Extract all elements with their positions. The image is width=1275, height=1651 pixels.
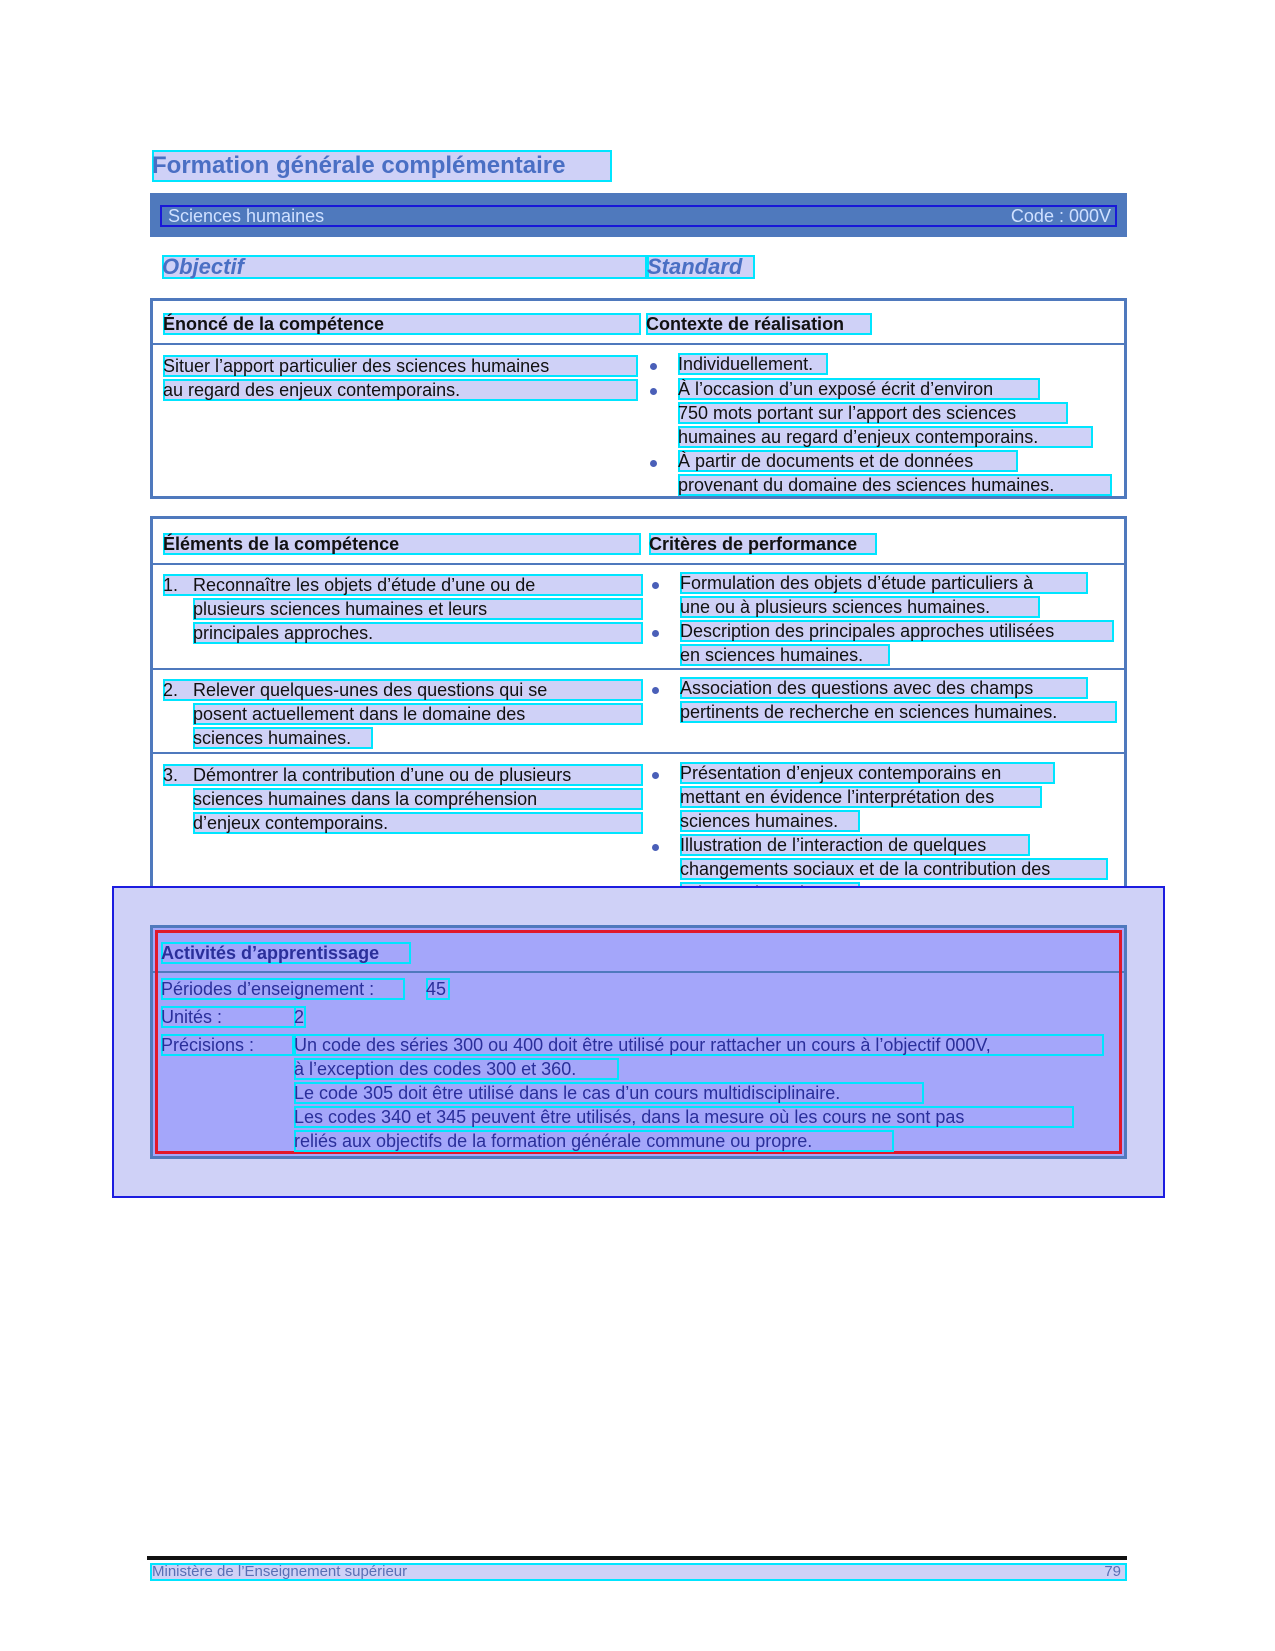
element-line: plusieurs sciences humaines et leurs: [193, 598, 643, 620]
row-number: 1.: [163, 575, 179, 595]
element-line: posent actuellement dans le domaine des: [193, 703, 643, 725]
element-line: sciences humaines dans la compréhension: [193, 788, 643, 810]
table-row: [163, 679, 643, 701]
table-row: [163, 574, 643, 596]
critere-line: pertinents de recherche en sciences humaines.: [680, 701, 1117, 723]
precisions-line: reliés aux objectifs de la formation générale commune ou propre.: [294, 1130, 894, 1152]
enonce-header: Énoncé de la compétence: [163, 313, 641, 335]
table-divider: [153, 752, 1124, 754]
precisions-label: Précisions :: [161, 1034, 294, 1056]
bullet-icon: [650, 460, 657, 467]
course-discipline: Sciences humaines: [168, 206, 325, 226]
page-title: Formation générale complémentaire: [152, 150, 612, 182]
bullet-icon: [652, 844, 659, 851]
course-code: Code : 000V: [1010, 206, 1111, 226]
critere-line: Description des principales approches utilisées: [680, 620, 1114, 642]
contexte-line: À partir de documents et de données: [678, 450, 1018, 472]
table-divider: [153, 563, 1124, 565]
bullet-icon: [650, 363, 657, 370]
element-line: sciences humaines.: [193, 727, 373, 749]
element-line: principales approches.: [193, 622, 643, 644]
page-number: 79: [1104, 1563, 1121, 1580]
critere-line: changements sociaux et de la contribution des: [680, 858, 1108, 880]
contexte-line: Individuellement.: [678, 353, 828, 375]
critere-line: en sciences humaines.: [680, 644, 890, 666]
unites-value: 2: [294, 1007, 305, 1027]
element-line: Démontrer la contribution d’une ou de plusieurs: [193, 765, 572, 785]
activities-heading: Activités d’apprentissage: [161, 942, 411, 964]
bullet-icon: [652, 687, 659, 694]
precisions-line: Un code des séries 300 ou 400 doit être utilisé pour rattacher un cours à l’objectif 000V,: [294, 1034, 1104, 1056]
critere-line: une ou à plusieurs sciences humaines.: [680, 596, 1040, 618]
bullet-icon: [650, 388, 657, 395]
critere-line: mettant en évidence l’interprétation des: [680, 786, 1042, 808]
precisions-line: à l’exception des codes 300 et 360.: [294, 1058, 619, 1080]
elements-header: Éléments de la compétence: [163, 533, 641, 555]
precisions-line: Les codes 340 et 345 peuvent être utilisés, dans la mesure où les cours ne sont pas: [294, 1106, 1074, 1128]
standard-heading: Standard: [647, 255, 755, 279]
contexte-line: provenant du domaine des sciences humaines.: [678, 474, 1112, 496]
critere-line: sciences humaines.: [680, 810, 860, 832]
footer: [150, 1563, 1127, 1581]
contexte-line: 750 mots portant sur l’apport des sciences: [678, 402, 1068, 424]
bullet-icon: [652, 772, 659, 779]
row-number: 3.: [163, 765, 179, 785]
table-divider: [153, 668, 1124, 670]
contexte-header: Contexte de réalisation: [646, 313, 872, 335]
row-number: 2.: [163, 680, 179, 700]
element-line: d’enjeux contemporains.: [193, 812, 643, 834]
footer-ministry: Ministère de l’Enseignement supérieur: [152, 1563, 408, 1580]
table-row: [163, 764, 643, 786]
enonce-line: au regard des enjeux contemporains.: [163, 379, 638, 401]
precisions-line: Le code 305 doit être utilisé dans le cas d’un cours multidisciplinaire.: [294, 1082, 924, 1104]
bullet-icon: [652, 630, 659, 637]
critere-line: Illustration de l’interaction de quelques: [680, 834, 1030, 856]
enonce-line: Situer l’apport particulier des sciences humaines: [163, 355, 638, 377]
course-header-bar: [150, 193, 1127, 237]
bullet-icon: [652, 582, 659, 589]
critere-line: Présentation d’enjeux contemporains en: [680, 762, 1055, 784]
contexte-line: À l’occasion d’un exposé écrit d’environ: [678, 378, 1040, 400]
elements-table: [150, 516, 1127, 908]
footer-rule: [147, 1556, 1127, 1560]
periodes-label: Périodes d’enseignement :: [161, 978, 405, 1000]
objectif-heading: Objectif: [162, 255, 647, 279]
contexte-line: humaines au regard d’enjeux contemporains.: [678, 426, 1093, 448]
competence-table: [150, 298, 1127, 499]
activities-frame: [155, 930, 1122, 1154]
critere-line: Formulation des objets d’étude particuliers à: [680, 572, 1088, 594]
element-line: Reconnaître les objets d’étude d’une ou de: [193, 575, 536, 595]
critere-line: Association des questions avec des champs: [680, 677, 1088, 699]
criteres-header: Critères de performance: [649, 533, 877, 555]
unites-label: Unités :: [161, 1006, 296, 1028]
element-line: Relever quelques-unes des questions qui se: [193, 680, 548, 700]
periodes-value: 45: [426, 978, 450, 1000]
table-divider: [153, 343, 1124, 345]
